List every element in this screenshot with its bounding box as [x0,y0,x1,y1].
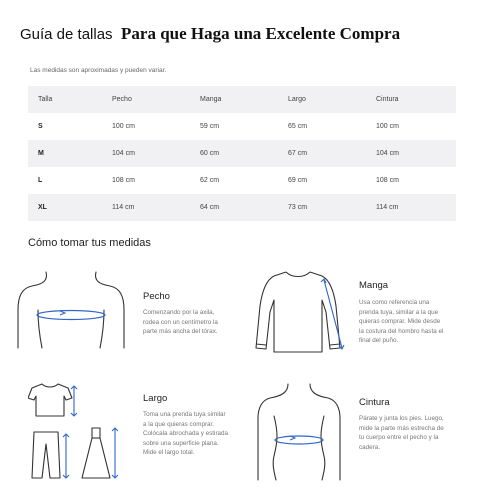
largo-title: Largo [143,393,168,404]
table-cell: 67 cm [288,150,308,157]
table-cell: 100 cm [112,123,135,130]
table-cell: 114 cm [376,204,399,211]
pecho-description: Comenzando por la axila, rodea con un centímetro la parte más ancha del tórax. [143,309,218,335]
table-cell: 59 cm [200,123,220,130]
length-figure-icon [28,378,118,484]
table-row [28,194,456,221]
measurements-note: Las medidas son aproximadas y pueden variar. [30,67,167,74]
table-row [28,113,456,140]
header-cell-manga: Manga [200,96,222,103]
howto-title: Cómo tomar tus medidas [28,237,151,249]
header-cell-talla: Talla [38,96,53,103]
table-cell: 69 cm [288,177,308,184]
header-cell-pecho: Pecho [112,96,132,103]
title-sub: Para que Haga una Excelente Compra [121,24,401,43]
table-cell: 65 cm [288,123,308,130]
table-cell: 64 cm [200,204,220,211]
size-cell: L [38,177,43,184]
table-cell: 100 cm [376,123,399,130]
table-cell: 108 cm [112,177,135,184]
table-cell: 114 cm [112,204,135,211]
title-main: Guía de tallas [20,26,113,43]
chest-figure-icon [16,270,126,350]
size-table [28,86,456,221]
page-title [20,24,400,44]
size-cell: XL [38,204,47,211]
table-cell: 60 cm [200,150,220,157]
table-cell: 62 cm [200,177,220,184]
manga-description: Usa como referencia una prenda tuya, similar a la que quieras comprar. Mide desde la costura del hombro hasta el final del puño. [359,299,444,344]
manga-title: Manga [359,280,389,291]
size-cell: M [38,150,44,157]
sleeve-figure-icon [252,266,347,356]
table-cell: 104 cm [112,150,135,157]
pecho-title: Pecho [143,291,170,302]
table-cell: 73 cm [288,204,308,211]
table-row [28,140,456,167]
waist-figure-icon [252,382,347,482]
table-header [28,86,456,113]
largo-description: Toma una prenda tuya similar a la que quieras comprar. Colócala abrochada y estirada sobre una superficie plana. Mide el largo total. [143,411,229,456]
cintura-description: Párate y junta los pies. Luego, mide la parte más estrecha de tu cuerpo entre el pecho y la cadera. [359,415,444,451]
table-cell: 108 cm [376,177,399,184]
header-cell-cintura: Cintura [376,96,399,103]
cintura-title: Cintura [359,397,390,408]
table-cell: 104 cm [376,150,399,157]
table-row [28,167,456,194]
header-cell-largo: Largo [288,96,306,103]
size-cell: S [38,123,43,130]
